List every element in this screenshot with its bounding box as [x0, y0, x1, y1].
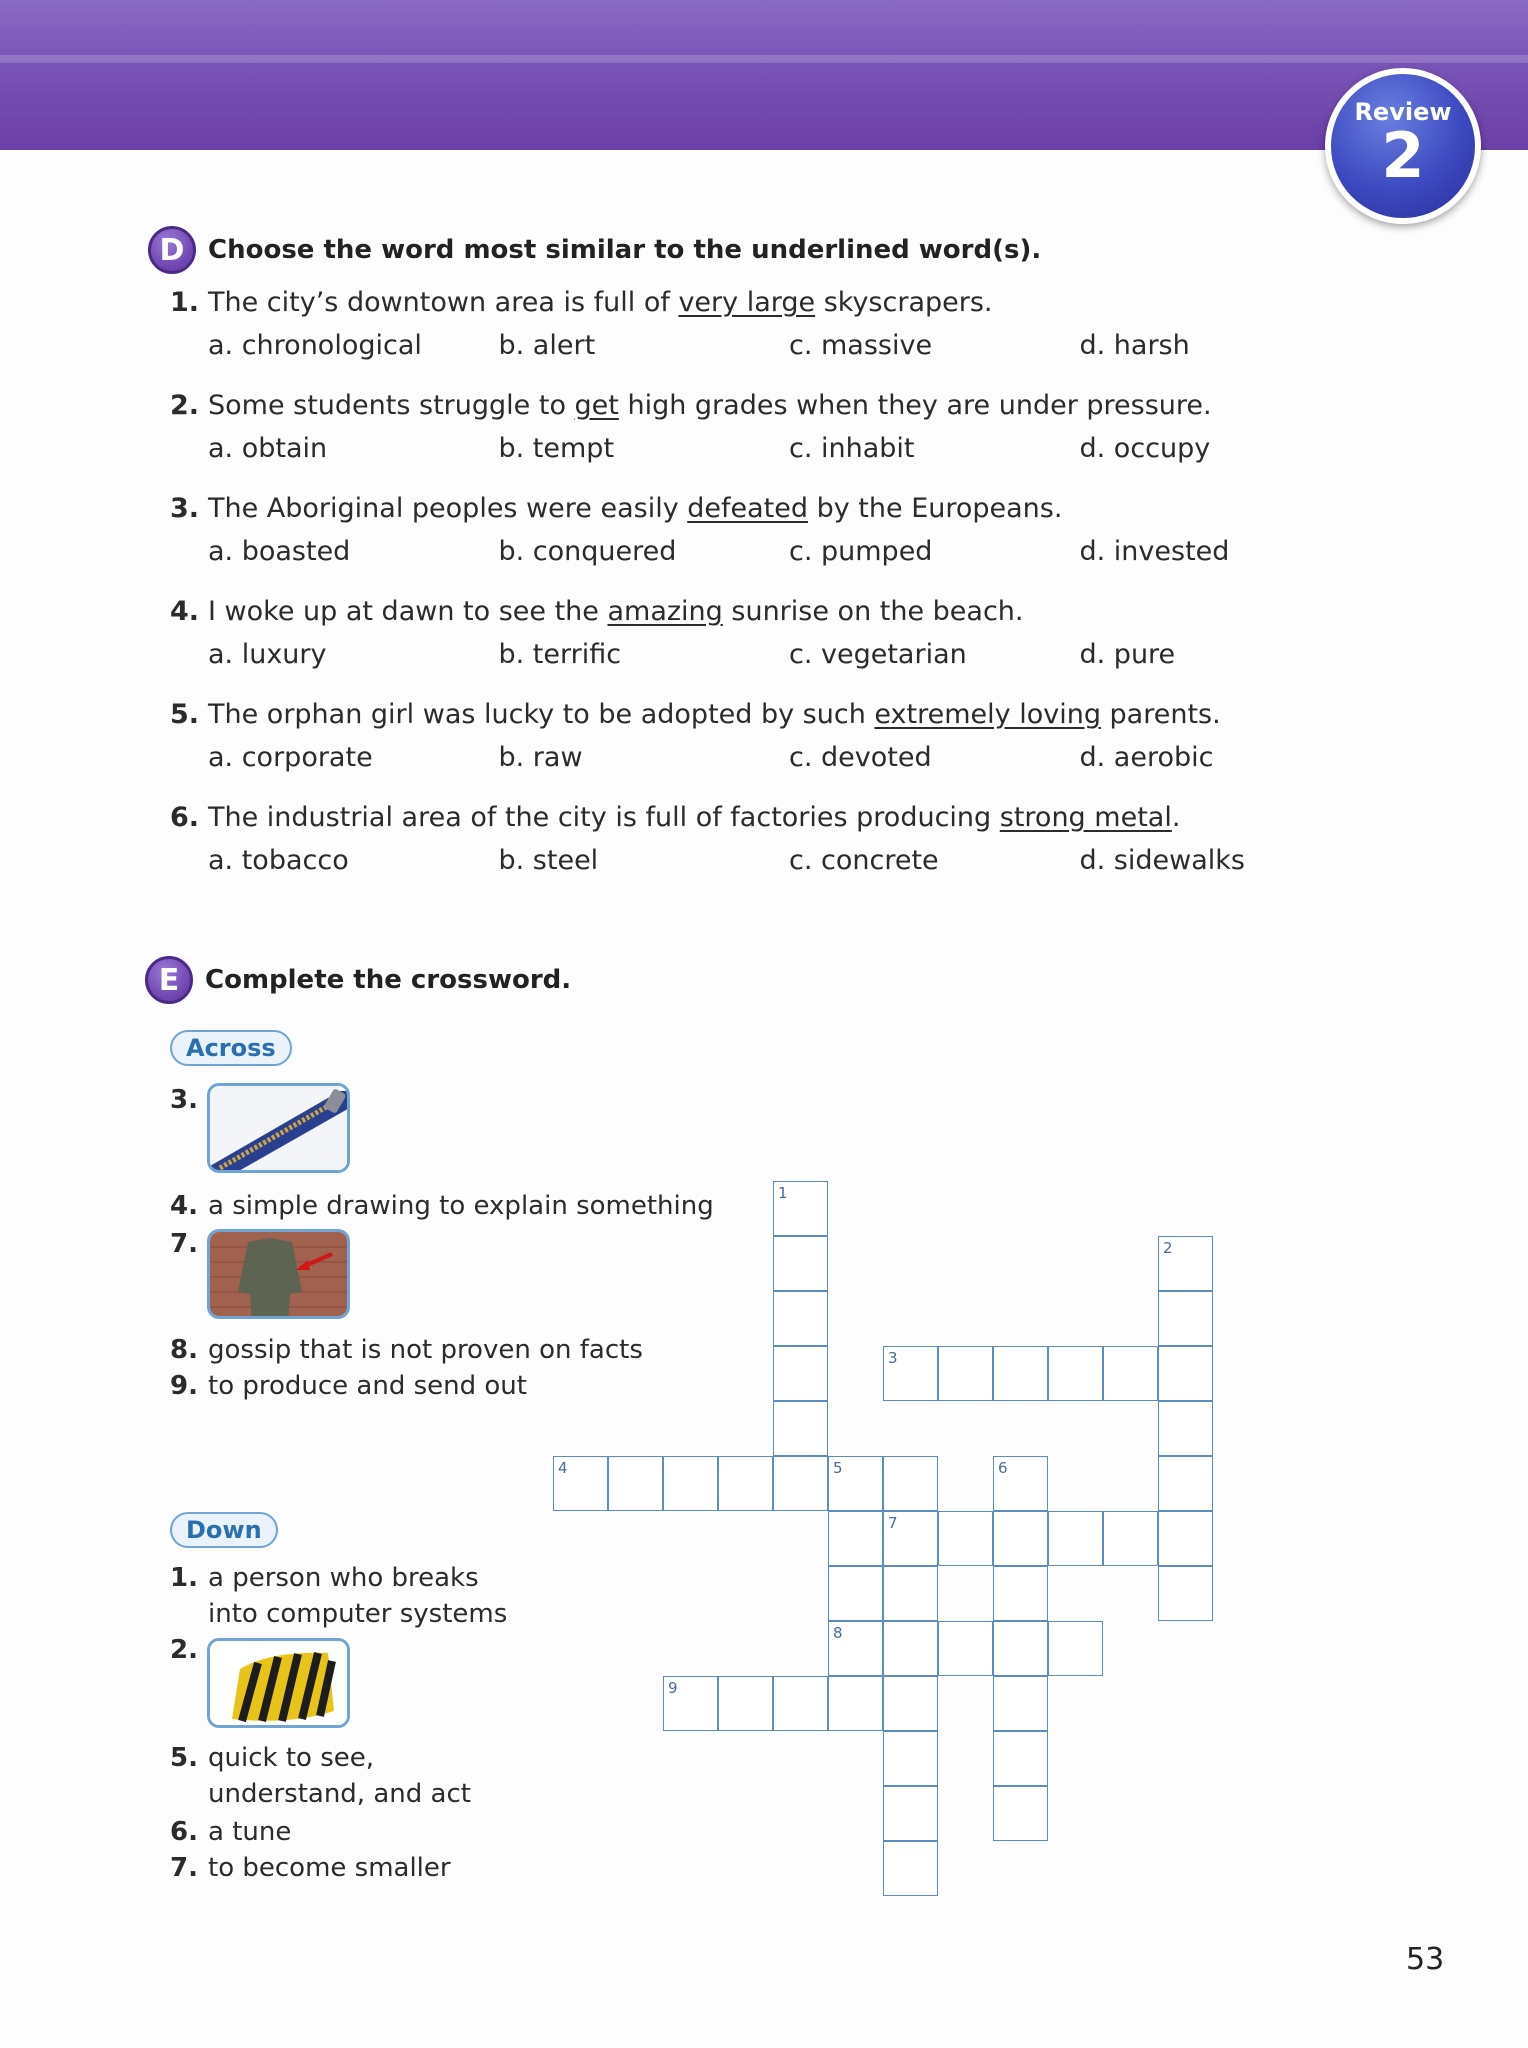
crossword-cell[interactable]	[828, 1456, 883, 1511]
option-b[interactable]: b. steel	[498, 845, 599, 876]
option-c[interactable]: c. devoted	[789, 742, 932, 773]
crossword-cell[interactable]	[773, 1236, 828, 1291]
section-e-header	[145, 956, 571, 1004]
down-clue-5	[170, 1740, 471, 1812]
option-a[interactable]: a. boasted	[208, 536, 351, 567]
review-badge	[1325, 68, 1481, 224]
crossword-cell[interactable]	[993, 1511, 1048, 1566]
question-text: sunrise on the beach.	[722, 596, 1024, 627]
clue-text: into computer systems	[208, 1599, 508, 1629]
down-clue-7	[170, 1850, 451, 1886]
crossword-cell[interactable]	[883, 1621, 938, 1676]
clue-number: 9.	[170, 1371, 198, 1401]
crossword-cell[interactable]	[1158, 1456, 1213, 1511]
section-d-instruction: Choose the word most similar to the underlined word(s).	[208, 235, 1042, 265]
option-a[interactable]: a. corporate	[208, 742, 373, 773]
crossword-cell[interactable]	[1103, 1511, 1158, 1566]
crossword-cell[interactable]	[663, 1456, 718, 1511]
section-d-header	[148, 226, 1041, 274]
question-2	[170, 389, 1370, 464]
clue-number: 7.	[170, 1229, 198, 1259]
clue-number: 7.	[170, 1853, 198, 1883]
sweater-image	[207, 1229, 350, 1319]
question-6	[170, 801, 1370, 876]
crossword-cell[interactable]	[828, 1511, 883, 1566]
question-1	[170, 286, 1370, 361]
down-label: Down	[170, 1512, 278, 1548]
underlined-word: strong metal	[999, 802, 1172, 833]
crossword-clue-number: 7	[888, 1514, 898, 1532]
crossword-cell[interactable]	[883, 1566, 938, 1621]
crossword-cell[interactable]	[1158, 1291, 1213, 1346]
crossword-cell[interactable]	[883, 1786, 938, 1841]
down-clue-1	[170, 1560, 507, 1632]
crossword-cell[interactable]	[828, 1676, 883, 1731]
question-3	[170, 492, 1370, 567]
section-e-instruction: Complete the crossword.	[205, 965, 572, 995]
clue-number: 5.	[170, 1743, 198, 1773]
crossword-cell[interactable]	[1048, 1511, 1103, 1566]
crossword-cell[interactable]	[938, 1511, 993, 1566]
crossword-cell[interactable]	[608, 1456, 663, 1511]
question-number: 3.	[170, 493, 200, 524]
option-b[interactable]: b. alert	[498, 330, 596, 361]
underlined-word: extremely loving	[874, 699, 1101, 730]
crossword-cell[interactable]	[883, 1456, 938, 1511]
down-clue-6	[170, 1814, 291, 1850]
question-text: The orphan girl was lucky to be adopted by such	[208, 699, 875, 730]
clue-number: 2.	[170, 1635, 198, 1665]
crossword-cell[interactable]	[938, 1621, 993, 1676]
option-d[interactable]: d. occupy	[1079, 433, 1211, 464]
option-c[interactable]: c. pumped	[789, 536, 933, 567]
question-text: The Aboriginal peoples were easily	[208, 493, 688, 524]
page-number: 53	[1406, 1942, 1445, 1977]
section-e-letter: E	[145, 956, 193, 1004]
across-clue-3	[170, 1082, 208, 1118]
crossword-clue-number: 9	[668, 1679, 678, 1697]
crossword-cell[interactable]	[773, 1346, 828, 1401]
option-d[interactable]: d. invested	[1079, 536, 1230, 567]
crossword-cell[interactable]	[773, 1181, 828, 1236]
question-number: 4.	[170, 596, 200, 627]
crossword-cell[interactable]	[773, 1676, 828, 1731]
option-c[interactable]: c. inhabit	[789, 433, 915, 464]
crossword-cell[interactable]	[883, 1841, 938, 1896]
across-clue-9	[170, 1368, 527, 1404]
option-b[interactable]: b. raw	[498, 742, 583, 773]
section-d-letter: D	[148, 226, 196, 274]
clue-text: gossip that is not proven on facts	[208, 1335, 643, 1365]
question-number: 6.	[170, 802, 200, 833]
barrier-image	[207, 1638, 350, 1728]
crossword-cell[interactable]	[883, 1346, 938, 1401]
option-b[interactable]: b. terrific	[498, 639, 622, 670]
option-b[interactable]: b. conquered	[498, 536, 677, 567]
review-number: 2	[1381, 119, 1425, 192]
clue-number: 6.	[170, 1817, 198, 1847]
question-text: by the Europeans.	[808, 493, 1063, 524]
crossword-cell[interactable]	[1158, 1401, 1213, 1456]
question-text: .	[1171, 802, 1181, 833]
option-c[interactable]: c. vegetarian	[789, 639, 967, 670]
crossword-clue-number: 4	[558, 1459, 568, 1477]
underlined-word: defeated	[687, 493, 809, 524]
crossword-cell[interactable]	[1048, 1346, 1103, 1401]
option-d[interactable]: d. pure	[1079, 639, 1176, 670]
clue-text: a simple drawing to explain something	[208, 1191, 714, 1221]
crossword-cell[interactable]	[1103, 1346, 1158, 1401]
clue-text: a person who breaks	[208, 1563, 479, 1593]
crossword-clue-number: 2	[1163, 1239, 1173, 1257]
crossword-cell[interactable]	[718, 1456, 773, 1511]
clue-text: understand, and act	[208, 1779, 471, 1809]
question-number: 5.	[170, 699, 200, 730]
underlined-word: very large	[678, 287, 816, 318]
across-label: Across	[170, 1030, 292, 1066]
zipper-image	[207, 1083, 350, 1173]
across-clue-8	[170, 1332, 643, 1368]
option-a[interactable]: a. luxury	[208, 639, 327, 670]
crossword-cell[interactable]	[993, 1456, 1048, 1511]
option-a[interactable]: a. chronological	[208, 330, 422, 361]
clue-text: quick to see,	[208, 1743, 374, 1773]
question-text: The industrial area of the city is full of factories producing	[208, 802, 1000, 833]
crossword-cell[interactable]	[663, 1676, 718, 1731]
option-d[interactable]: d. sidewalks	[1079, 845, 1245, 876]
underlined-word: get	[574, 390, 619, 421]
question-5	[170, 698, 1370, 773]
option-d[interactable]: d. aerobic	[1079, 742, 1214, 773]
question-4	[170, 595, 1370, 670]
crossword-clue-number: 8	[833, 1624, 843, 1642]
crossword-cell[interactable]	[773, 1456, 828, 1511]
crossword-cell[interactable]	[993, 1786, 1048, 1841]
option-c[interactable]: c. concrete	[789, 845, 939, 876]
crossword-cell[interactable]	[883, 1511, 938, 1566]
crossword-clue-number: 6	[998, 1459, 1008, 1477]
question-number: 2.	[170, 390, 200, 421]
option-a[interactable]: a. obtain	[208, 433, 328, 464]
option-c[interactable]: c. massive	[789, 330, 933, 361]
crossword-cell[interactable]	[993, 1676, 1048, 1731]
clue-number: 4.	[170, 1191, 198, 1221]
option-a[interactable]: a. tobacco	[208, 845, 349, 876]
crossword-cell[interactable]	[1158, 1346, 1213, 1401]
clue-text: to produce and send out	[208, 1371, 527, 1401]
question-number: 1.	[170, 287, 200, 318]
question-text: skyscrapers.	[815, 287, 993, 318]
clue-text: a tune	[208, 1817, 292, 1847]
down-clue-2	[170, 1632, 208, 1668]
crossword-cell[interactable]	[1158, 1566, 1213, 1621]
crossword-cell[interactable]	[828, 1621, 883, 1676]
crossword-cell[interactable]	[993, 1566, 1048, 1621]
review-label: Review	[1354, 98, 1452, 126]
crossword-cell[interactable]	[993, 1731, 1048, 1786]
crossword-cell[interactable]	[993, 1346, 1048, 1401]
crossword-cell[interactable]	[883, 1676, 938, 1731]
crossword-cell[interactable]	[993, 1621, 1048, 1676]
across-clue-7	[170, 1226, 208, 1262]
header-banner	[0, 0, 1528, 150]
crossword-cell[interactable]	[553, 1456, 608, 1511]
question-text: parents.	[1100, 699, 1221, 730]
crossword-cell[interactable]	[828, 1566, 883, 1621]
clue-text: to become smaller	[208, 1853, 451, 1883]
option-d[interactable]: d. harsh	[1079, 330, 1190, 361]
crossword-clue-number: 5	[833, 1459, 843, 1477]
clue-number: 8.	[170, 1335, 198, 1365]
question-text: Some students struggle to	[208, 390, 575, 421]
crossword-clue-number: 1	[778, 1184, 788, 1202]
crossword-cell[interactable]	[1048, 1621, 1103, 1676]
clue-number: 1.	[170, 1563, 198, 1593]
crossword-cell[interactable]	[938, 1346, 993, 1401]
across-clue-4	[170, 1188, 714, 1224]
question-text: I woke up at dawn to see the	[208, 596, 608, 627]
clue-number: 3.	[170, 1085, 198, 1115]
question-text: high grades when they are under pressure.	[618, 390, 1212, 421]
crossword-cell[interactable]	[883, 1731, 938, 1786]
question-text: The city’s downtown area is full of	[208, 287, 679, 318]
option-b[interactable]: b. tempt	[498, 433, 615, 464]
crossword-cell[interactable]	[773, 1401, 828, 1456]
crossword-cell[interactable]	[773, 1291, 828, 1346]
underlined-word: amazing	[607, 596, 723, 627]
crossword-clue-number: 3	[888, 1349, 898, 1367]
crossword-cell[interactable]	[1158, 1511, 1213, 1566]
crossword-cell[interactable]	[1158, 1236, 1213, 1291]
crossword-cell[interactable]	[718, 1676, 773, 1731]
